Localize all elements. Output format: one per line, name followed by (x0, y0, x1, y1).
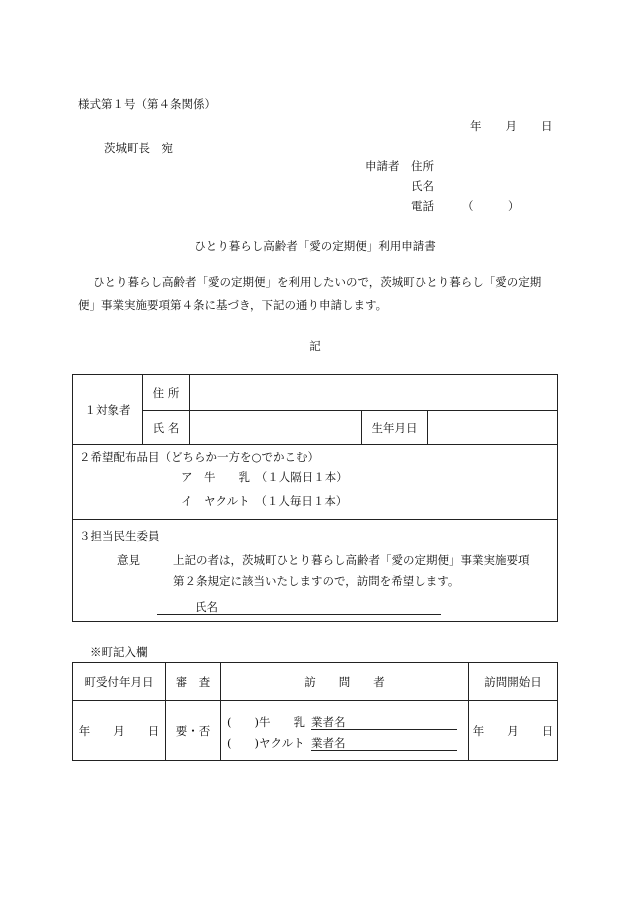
applicant-name-label: 氏名 (411, 179, 434, 193)
application-table (72, 374, 558, 622)
visitor-cell (221, 701, 469, 761)
birthdate-field[interactable] (428, 411, 558, 445)
applicant-address-label: 住所 (411, 159, 434, 173)
col-start: 訪問開始日 (469, 663, 558, 701)
item-yakult[interactable]: イ ヤクルト （１人毎日１本） (181, 494, 348, 508)
office-note: ※町記入欄 (90, 645, 148, 659)
col-received: 町受付年月日 (73, 663, 166, 701)
welfare-cell (73, 520, 558, 622)
start-date: 年 月 日 (469, 701, 558, 761)
office-header-row (73, 663, 558, 701)
applicant-phone-label: 電話 (411, 199, 434, 213)
document-title: ひとり暮らし高齢者「愛の定期便」利用申請書 (194, 239, 436, 253)
col-visitor: 訪 問 者 (221, 663, 469, 701)
visitor-milk-prefix: ( )牛 乳 (227, 714, 305, 729)
section3-label: ３担当民生委員 (79, 529, 160, 543)
date-line (470, 118, 553, 134)
intro-line-2: 便」事業実施要項第４条に基づき，下記の通り申請します。 (78, 298, 388, 312)
applicant-label: 申請者 (365, 159, 400, 173)
ki-heading: 記 (309, 339, 321, 353)
col-review: 審 査 (166, 663, 221, 701)
vendor-label-yakult: 業者名 (311, 735, 346, 750)
vendor-line-yakult[interactable] (311, 750, 457, 751)
office-table (72, 662, 558, 761)
row-welfare (73, 520, 558, 622)
signature-line[interactable] (157, 614, 441, 615)
intro-line-1: ひとり暮らし高齢者「愛の定期便」を利用したいので，茨城町ひとり暮らし「愛の定期 (93, 275, 542, 289)
vendor-label-milk: 業者名 (311, 714, 346, 729)
date-year: 年 (470, 119, 482, 133)
row-address (73, 375, 558, 411)
items-cell (73, 445, 558, 520)
opinion-label: 意見 (117, 553, 140, 567)
visitor-yakult-prefix: ( )ヤクルト (227, 735, 305, 750)
item-milk[interactable]: ア 牛 乳 （１人隔日１本） (181, 470, 348, 484)
form-number: 様式第１号（第４条関係） (78, 97, 216, 111)
received-date: 年 月 日 (73, 701, 166, 761)
name-field[interactable] (190, 411, 362, 445)
address-label: 住 所 (143, 375, 190, 411)
address-field[interactable] (190, 375, 558, 411)
signature-label: 氏名 (195, 600, 218, 614)
applicant-phone-parens: （ ） (462, 199, 520, 213)
row-items (73, 445, 558, 520)
section2-label: ２希望配布品目（どちらか一方を○でかこむ） (79, 450, 320, 464)
opinion-line-1: 上記の者は，茨城町ひとり暮らし高齢者「愛の定期便」事業実施要項 (173, 553, 530, 567)
name-label: 氏 名 (143, 411, 190, 445)
section1-label: １対象者 (73, 375, 143, 445)
office-value-row (73, 701, 558, 761)
date-month: 月 (505, 119, 517, 133)
birthdate-label: 生年月日 (362, 411, 428, 445)
addressee: 茨城町長 宛 (104, 141, 173, 155)
date-day: 日 (541, 119, 553, 133)
opinion-line-2: 第２条規定に該当いたしますので，訪問を希望します。 (173, 574, 460, 588)
review-value[interactable]: 要・否 (166, 701, 221, 761)
vendor-line-milk[interactable] (311, 729, 457, 730)
row-name (73, 411, 558, 445)
